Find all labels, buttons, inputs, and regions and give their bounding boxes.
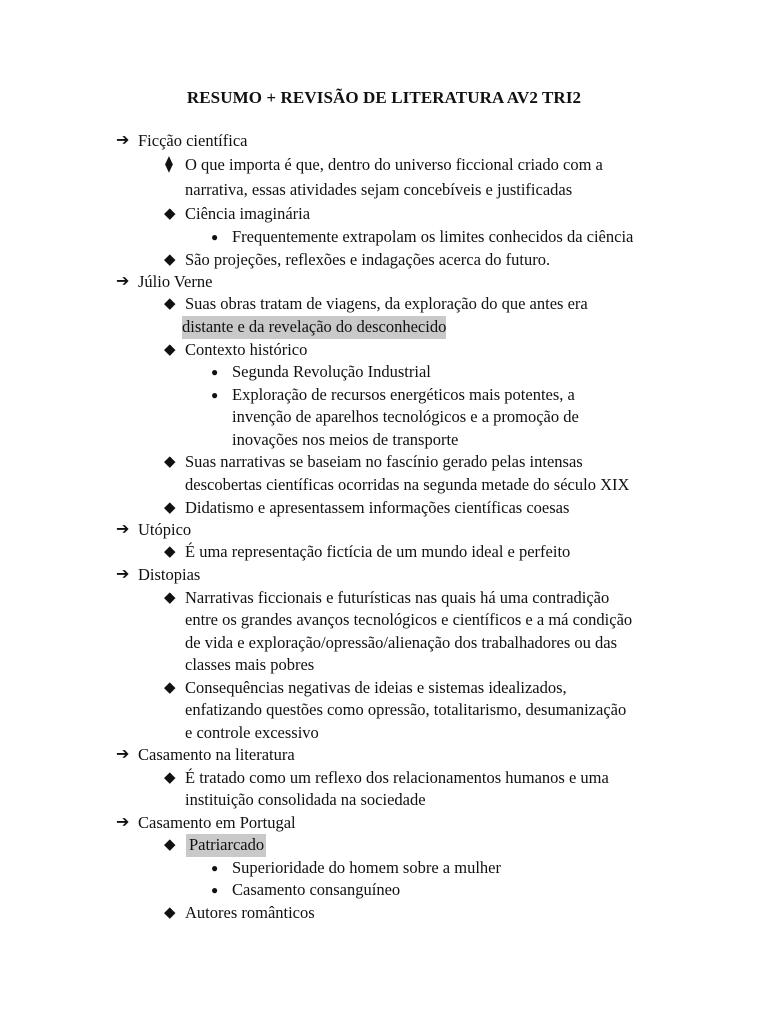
dot-bullet-icon: ● bbox=[211, 388, 219, 402]
arrow-bullet-icon: ➔ bbox=[116, 566, 130, 583]
section-heading-distopias: Distopias bbox=[138, 565, 201, 584]
diamond-bullet-icon: ◆ bbox=[164, 500, 176, 516]
diamond-bullet-icon: ◆ bbox=[164, 252, 176, 268]
section-heading-utopico: Utópico bbox=[138, 520, 192, 539]
thin-diamond-bullet-icon: ⧫ bbox=[165, 156, 173, 173]
bullet-text: narrativa, essas atividades sejam concebíveis e justificadas bbox=[185, 180, 573, 199]
bullet-text: entre os grandes avanços tecnológicos e científicos e a má condição bbox=[185, 610, 633, 629]
bullet-text: São projeções, reflexões e indagações acerca do futuro. bbox=[185, 250, 551, 269]
bullet-text: instituição consolidada na sociedade bbox=[185, 790, 426, 809]
dot-bullet-icon: ● bbox=[211, 365, 219, 379]
bullet-text: Suas narrativas se baseiam no fascínio gerado pelas intensas bbox=[185, 452, 583, 471]
diamond-bullet-icon: ◆ bbox=[164, 296, 176, 312]
arrow-bullet-icon: ➔ bbox=[116, 132, 130, 149]
bullet-text: É tratado como um reflexo dos relacionamentos humanos e uma bbox=[185, 768, 609, 787]
arrow-bullet-icon: ➔ bbox=[116, 521, 130, 538]
diamond-bullet-icon: ◆ bbox=[164, 590, 176, 606]
sub-bullet-text: Exploração de recursos energéticos mais potentes, a bbox=[232, 385, 575, 404]
bullet-text: distante e da revelação do desconhecido bbox=[182, 316, 446, 339]
diamond-bullet-icon: ◆ bbox=[164, 342, 176, 358]
diamond-bullet-icon: ◆ bbox=[164, 680, 176, 696]
bullet-text: Autores românticos bbox=[185, 903, 315, 922]
arrow-bullet-icon: ➔ bbox=[116, 273, 130, 290]
section-heading-ficcao: Ficção científica bbox=[138, 131, 248, 150]
diamond-bullet-icon: ◆ bbox=[164, 837, 176, 853]
bullet-text: O que importa é que, dentro do universo ficcional criado com a bbox=[185, 155, 603, 174]
arrow-bullet-icon: ➔ bbox=[116, 746, 130, 763]
bullet-text: Suas obras tratam de viagens, da exploração do que antes era bbox=[185, 294, 588, 313]
bullet-text: de vida e exploração/opressão/alienação dos trabalhadores ou das bbox=[185, 633, 618, 652]
bullet-text: classes mais pobres bbox=[185, 655, 315, 674]
diamond-bullet-icon: ◆ bbox=[164, 206, 176, 222]
section-heading-julio-verne: Júlio Verne bbox=[138, 272, 213, 291]
sub-bullet-text: invenção de aparelhos tecnológicos e a promoção de bbox=[232, 407, 579, 426]
bullet-text: enfatizando questões como opressão, totalitarismo, desumanização bbox=[185, 700, 627, 719]
dot-bullet-icon: ● bbox=[211, 861, 219, 875]
sub-bullet-text: Segunda Revolução Industrial bbox=[232, 362, 431, 381]
diamond-bullet-icon: ◆ bbox=[164, 544, 176, 560]
section-heading-casamento-portugal: Casamento em Portugal bbox=[138, 813, 296, 832]
arrow-bullet-icon: ➔ bbox=[116, 814, 130, 831]
bullet-text: Ciência imaginária bbox=[185, 204, 311, 223]
bullet-text: Narrativas ficcionais e futurísticas nas quais há uma contradição bbox=[185, 588, 610, 607]
diamond-bullet-icon: ◆ bbox=[164, 905, 176, 921]
bullet-text: e controle excessivo bbox=[185, 723, 319, 742]
bullet-text: Didatismo e apresentassem informações científicas coesas bbox=[185, 498, 570, 517]
bullet-text: descobertas científicas ocorridas na segunda metade do século XIX bbox=[185, 475, 630, 494]
sub-bullet-text: Casamento consanguíneo bbox=[232, 880, 401, 899]
diamond-bullet-icon: ◆ bbox=[164, 454, 176, 470]
dot-bullet-icon: ● bbox=[211, 230, 219, 244]
section-heading-casamento-literatura: Casamento na literatura bbox=[138, 745, 295, 764]
sub-bullet-text: inovações nos meios de transporte bbox=[232, 430, 459, 449]
bullet-text: É uma representação fictícia de um mundo ideal e perfeito bbox=[185, 542, 571, 561]
document-title: RESUMO + REVISÃO DE LITERATURA AV2 TRI2 bbox=[186, 88, 582, 107]
bullet-text: Consequências negativas de ideias e sistemas idealizados, bbox=[185, 678, 567, 697]
bullet-text: Contexto histórico bbox=[185, 340, 308, 359]
sub-bullet-text: Frequentemente extrapolam os limites conhecidos da ciência bbox=[232, 227, 634, 246]
sub-bullet-text: Superioridade do homem sobre a mulher bbox=[232, 858, 501, 877]
dot-bullet-icon: ● bbox=[211, 883, 219, 897]
diamond-bullet-icon: ◆ bbox=[164, 770, 176, 786]
bullet-text: Patriarcado bbox=[186, 834, 266, 857]
